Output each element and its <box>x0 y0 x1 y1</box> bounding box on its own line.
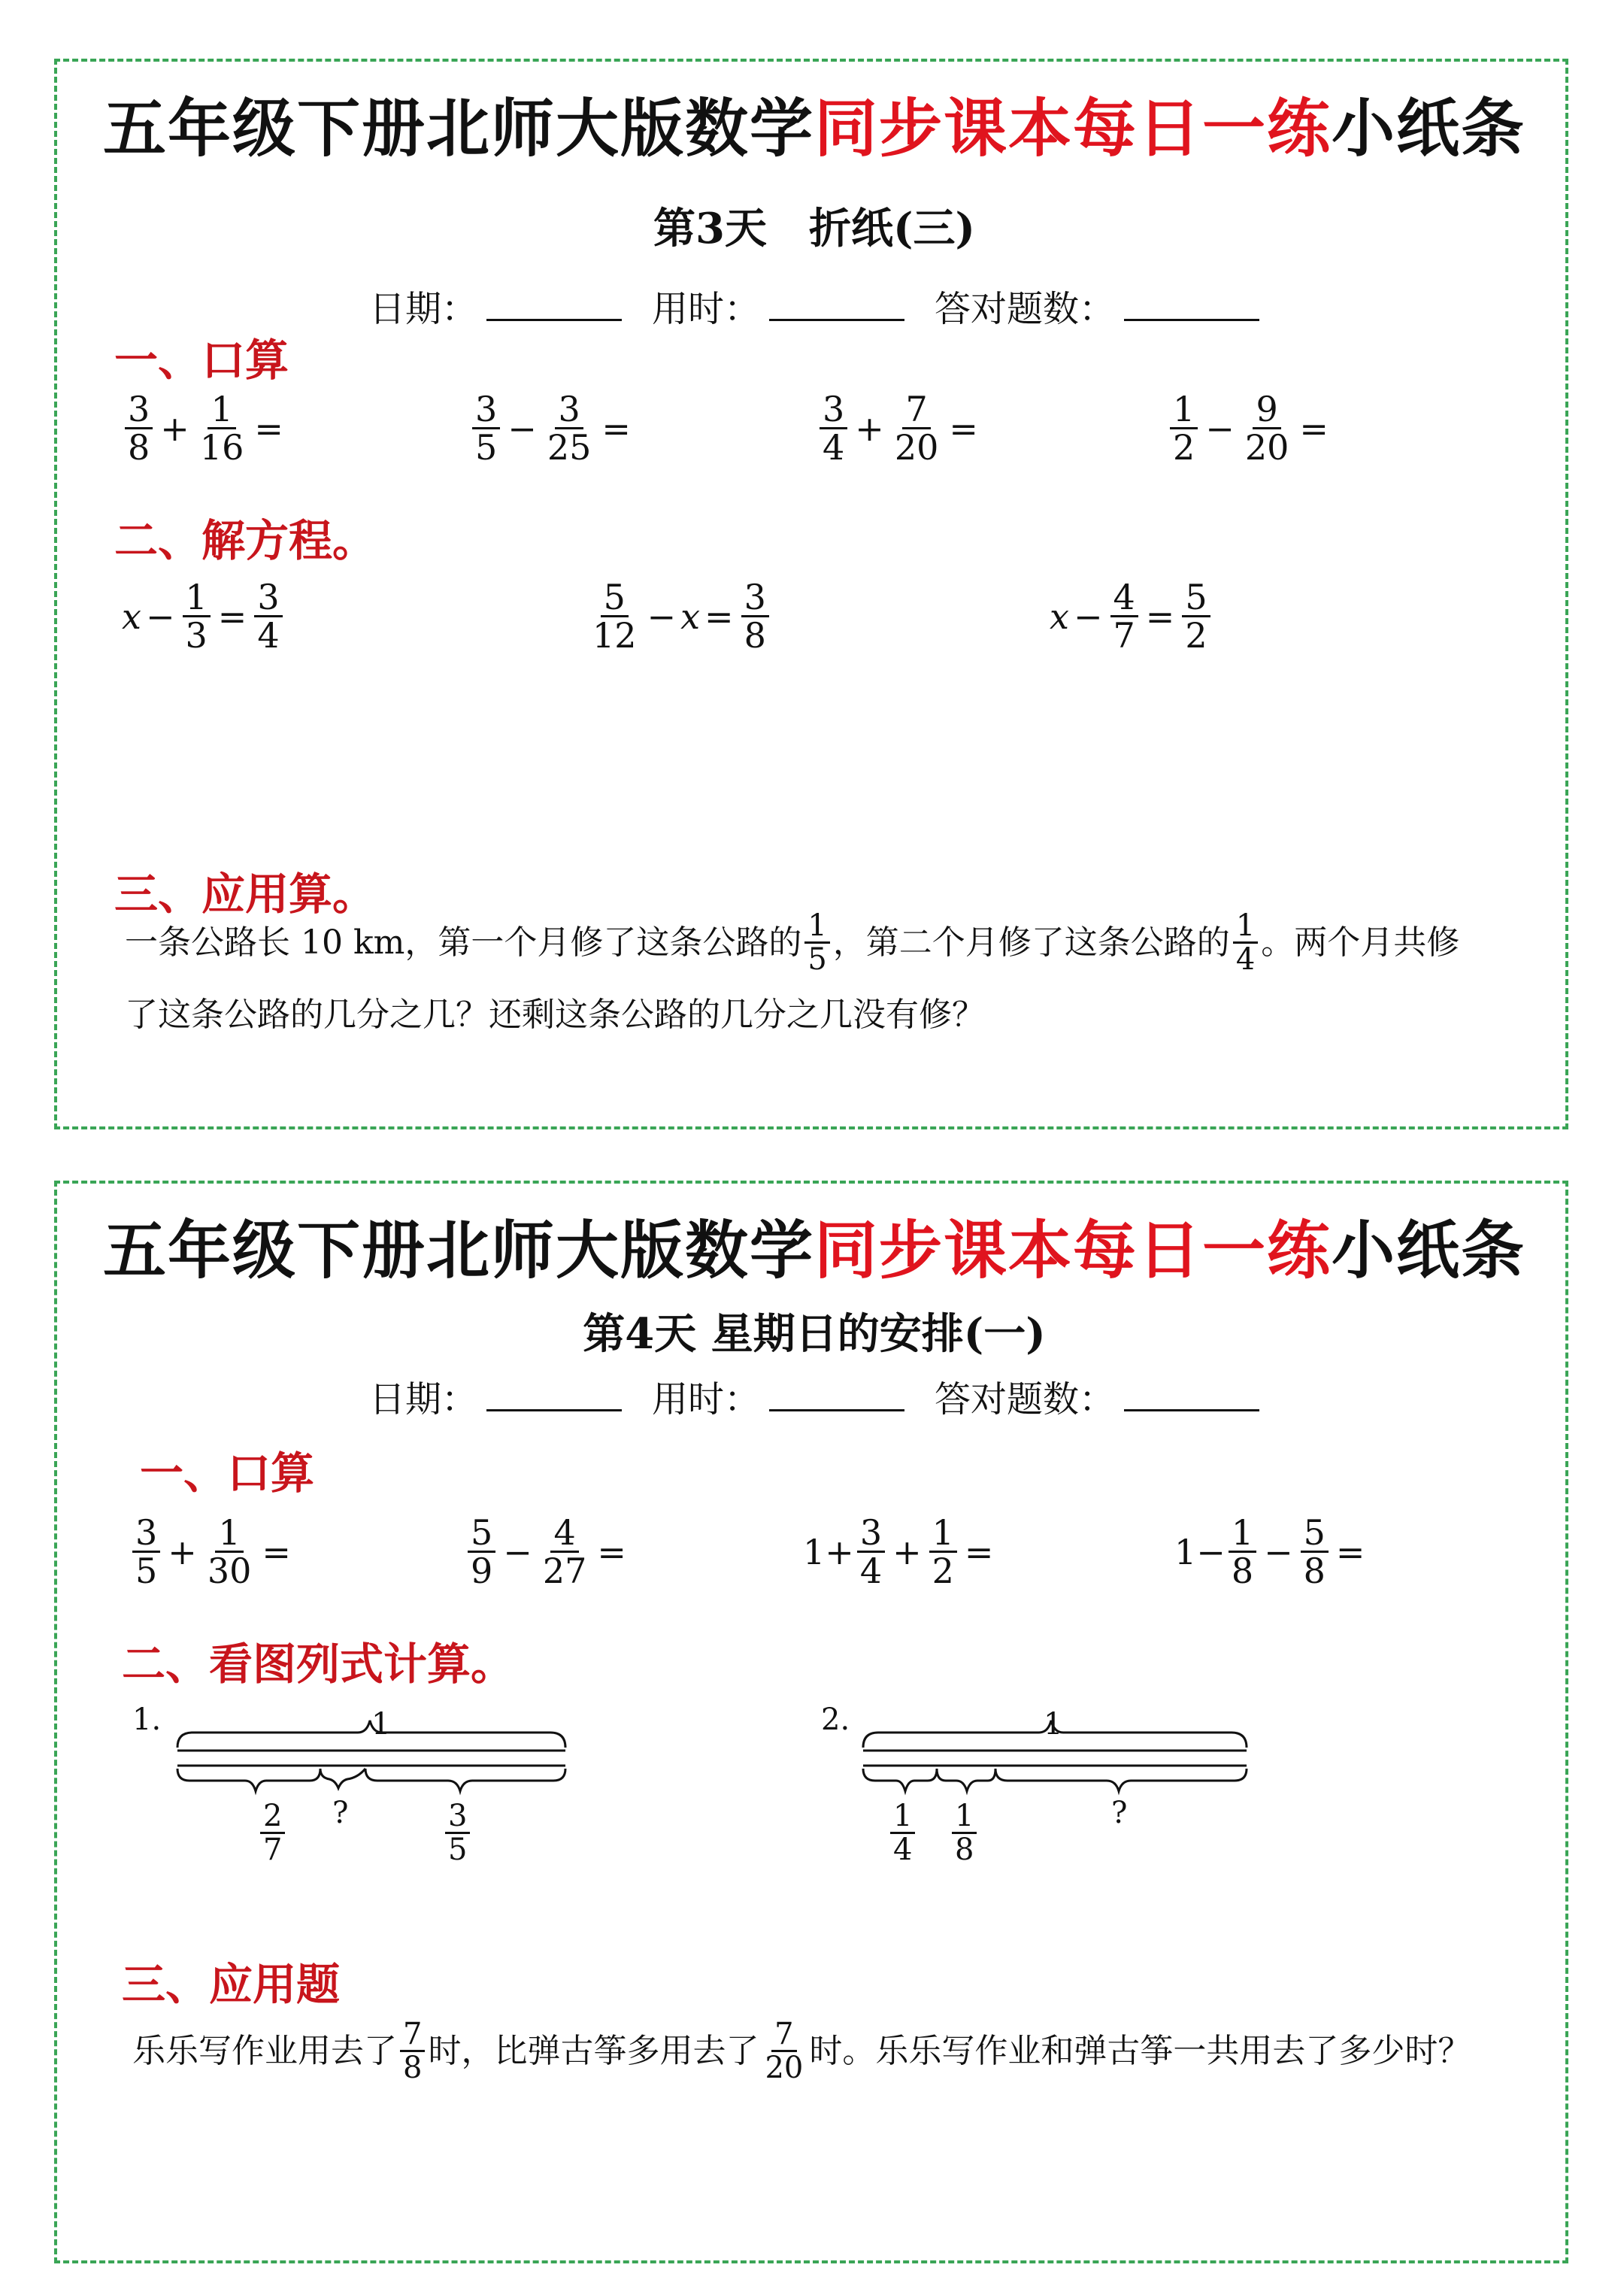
equation-problem: x − $\frac{4}{7}$ = $\frac{5}{2}$ <box>1050 579 1213 654</box>
oral-problem: $\frac{5}{9}$ − $\frac{4}{27}$ = <box>465 1514 631 1590</box>
oral-problem: $\frac{1}{2}$ − $\frac{9}{20}$ = <box>1167 391 1333 466</box>
unknown-label: ? <box>1111 1796 1128 1830</box>
bottom-brace <box>177 1769 320 1791</box>
word-problem-line1: 一条公路长 10 km，第一个月修了这条公路的 $\frac{1}{5}$ ，第二个月修了这条公路的 $\frac{1}{4}$ 。两个月共修 <box>125 908 1460 977</box>
diagram-number: 1. <box>132 1702 162 1737</box>
worksheet-card-day4 <box>54 1181 1568 2263</box>
correct-count-blank[interactable] <box>1124 1379 1259 1411</box>
date-blank[interactable] <box>486 1379 622 1411</box>
equation-problem: x − $\frac{1}{3}$ = $\frac{3}{4}$ <box>122 579 286 654</box>
worksheet-card-day3 <box>54 59 1568 1129</box>
part-label: $\frac{1}{4}$ <box>887 1800 918 1866</box>
day-subtitle: 第4天 星期日的安排(一) <box>583 1309 1046 1359</box>
date-blank[interactable] <box>486 289 622 321</box>
part-label: $\frac{1}{8}$ <box>949 1800 980 1866</box>
time-blank[interactable] <box>769 289 904 321</box>
line-diagram-2 <box>821 1702 1287 1898</box>
section-oral: 一、口算 <box>140 1448 315 1499</box>
worksheet-title: 五年级下册北师大版数学同步课本每日一练小纸条 <box>102 1214 1526 1287</box>
oral-problem: 1− $\frac{1}{8}$ − $\frac{5}{8}$ = <box>1174 1512 1365 1592</box>
total-label: 1 <box>371 1707 391 1742</box>
equation-problem: $\frac{5}{12}$ − x = $\frac{3}{8}$ <box>586 579 772 654</box>
part-label: $\frac{2}{7}$ <box>257 1800 288 1866</box>
bottom-brace <box>995 1769 1247 1791</box>
day-subtitle: 第3天 折纸(三) <box>653 204 975 253</box>
brace-diagram <box>132 1702 598 1898</box>
info-line: 日期： 用时： 答对题数： <box>57 1370 1571 1422</box>
section-application: 三、应用题 <box>122 1959 341 2010</box>
section-application: 三、应用算。 <box>114 869 377 920</box>
worksheet-title: 五年级下册北师大版数学同步课本每日一练小纸条 <box>102 92 1526 165</box>
bottom-brace <box>365 1769 565 1791</box>
unknown-label: ? <box>332 1796 349 1830</box>
oral-problem: $\frac{3}{8}$ + $\frac{1}{16}$ = <box>122 391 288 466</box>
info-line: 日期： 用时： 答对题数： <box>57 280 1571 332</box>
bottom-brace <box>863 1769 937 1791</box>
oral-problem: $\frac{3}{4}$ + $\frac{7}{20}$ = <box>817 391 983 466</box>
bottom-brace <box>937 1769 995 1791</box>
section-equations: 二、解方程。 <box>114 515 377 566</box>
section-oral: 一、口算 <box>114 335 289 386</box>
bottom-brace <box>320 1769 365 1788</box>
oral-problem: $\frac{3}{5}$ − $\frac{3}{25}$ = <box>469 391 635 466</box>
section-diagram: 二、看图列式计算。 <box>122 1639 515 1690</box>
total-label: 1 <box>1044 1707 1063 1742</box>
time-blank[interactable] <box>769 1379 904 1411</box>
word-problem: 乐乐写作业用去了 $\frac{7}{8}$ 时，比弹古筝多用去了 $\frac{7}{20}$ 时。乐乐写作业和弹古筝一共用去了多少时？ <box>132 2017 1471 2085</box>
correct-count-blank[interactable] <box>1124 289 1259 321</box>
line-diagram-1 <box>132 1702 598 1898</box>
diagram-number: 2. <box>821 1702 850 1737</box>
oral-problem: $\frac{3}{5}$ + $\frac{1}{30}$ = <box>129 1514 295 1590</box>
part-label: $\frac{3}{5}$ <box>442 1800 473 1866</box>
word-problem-line2: 了这条公路的几分之几？还剩这条公路的几分之几没有修？ <box>125 996 985 1034</box>
oral-problem: 1+ $\frac{3}{4}$ + $\frac{1}{2}$ = <box>803 1512 994 1592</box>
